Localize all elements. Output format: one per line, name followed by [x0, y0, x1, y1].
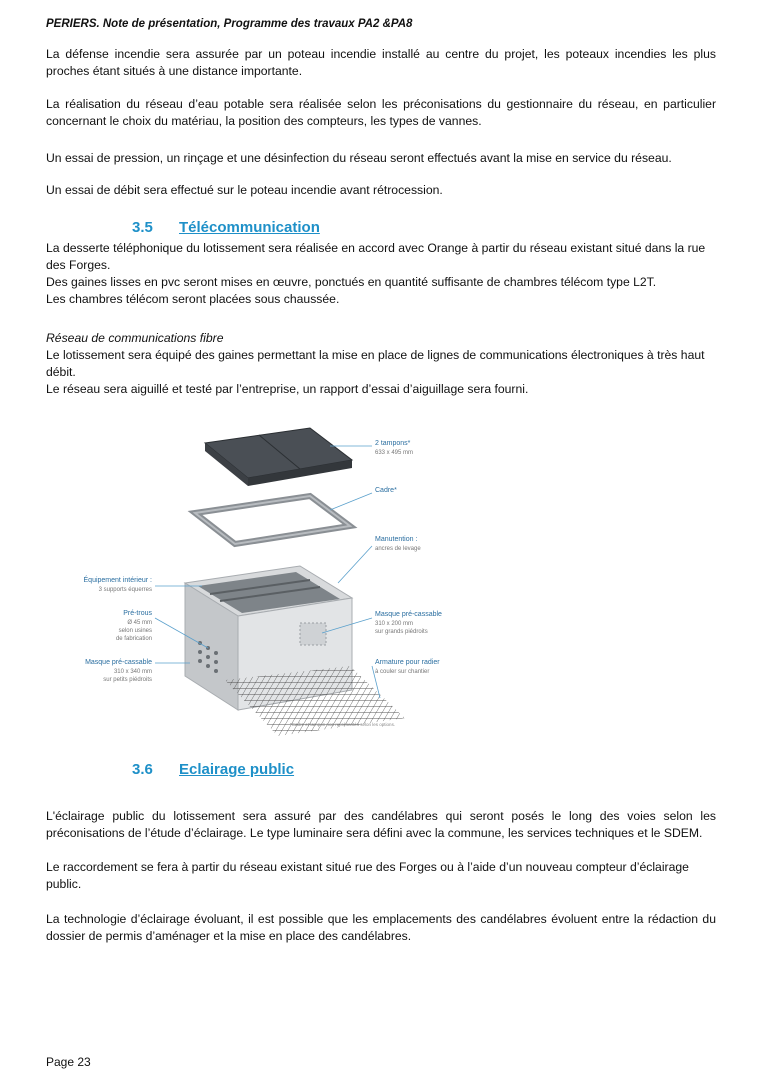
figure-note: *Cadre et tampon non représentés selon les options. [290, 722, 396, 727]
label-manutention-sub: ancres de levage [375, 546, 421, 552]
section-number: 3.6 [132, 761, 153, 778]
section-title: Eclairage public [179, 761, 295, 778]
label-pretrous-1: Ø 45 mm [127, 620, 152, 626]
section-heading-eclairage [132, 761, 294, 778]
paragraph-eclairage-1: L'éclairage public du lotissement sera assuré par des candélabres qui seront posés le long des voies selon les préconisations de l’étude d’éclairage. Le type luminaire sera défini avec la commune, les services techniques et le SDEM. [46, 809, 716, 840]
paragraph-eclairage-3: La technologie d’éclairage évoluant, il est possible que les emplacements des candélabres évoluent entre la rédaction du dossier de permis d’aménager et la mise en place des candélabres. [46, 912, 716, 943]
label-equipement-sub: 3 supports équerres [98, 587, 152, 593]
paragraph-essai-debit: Un essai de débit sera effectué sur le poteau incendie avant rétrocession. [46, 183, 443, 197]
telecom-line: La desserte téléphonique du lotissement sera réalisée en accord avec Orange à partir du réseau existant situé dans la rue des Forges. [46, 241, 706, 272]
label-masque-petit-dim: 310 x 340 mm [113, 669, 152, 675]
telecom-chamber-diagram [60, 418, 460, 748]
telecom-line: Les chambres télécom seront placées sous chaussée. [46, 292, 340, 306]
label-masque-grand-dim: 310 x 200 mm [375, 621, 414, 627]
label-pretrous-2: selon usines [118, 628, 152, 634]
label-masque-grand: Masque pré-cassable [375, 611, 442, 618]
page-header: PERIERS. Note de présentation, Programme des travaux PA2 &PA8 [46, 18, 413, 30]
label-masque-petit-sub: sur petits piédroits [103, 677, 152, 683]
section-heading-telecom [132, 219, 320, 236]
telecom-text [46, 240, 716, 308]
fibre-text [46, 330, 716, 398]
page-number: Page 23 [46, 1055, 91, 1069]
paragraph-eclairage-2: Le raccordement se fera à partir du réseau existant situé rue des Forges ou à l’aide d’un nouveau compteur d’éclairage public. [46, 860, 689, 891]
label-equipement: Équipement intérieur : [83, 577, 152, 584]
label-armature: Armature pour radier [375, 659, 440, 666]
label-pretrous-3: de fabrication [115, 636, 152, 642]
label-masque-grand-sub: sur grands piédroits [375, 629, 428, 635]
section-title: Télécommunication [179, 219, 320, 236]
label-tampons-dim: 633 x 495 mm [375, 450, 414, 456]
label-cadre: Cadre* [375, 487, 397, 494]
label-armature-sub: à couler sur chantier [375, 669, 430, 675]
label-pretrous: Pré-trous [123, 610, 152, 617]
label-masque-petit: Masque pré-cassable [85, 659, 152, 666]
section-number: 3.5 [132, 219, 153, 236]
paragraph-eau-potable: La réalisation du réseau d’eau potable sera réalisée selon les préconisations du gestionnaire du réseau, en particulier concernant le choix du matériau, la position des compteurs, les types de vannes. [46, 97, 716, 128]
fibre-line: Le réseau sera aiguillé et testé par l’entreprise, un rapport d’essai d’aiguillage sera fourni. [46, 382, 529, 396]
label-tampons: 2 tampons* [375, 440, 411, 447]
tampons-lids [205, 428, 352, 486]
paragraph-defense-incendie: La défense incendie sera assurée par un poteau incendie installé au centre du projet, les poteaux incendies les plus proches étant situés à une distance importante. [46, 47, 716, 78]
telecom-line: Des gaines lisses en pvc seront mises en œuvre, ponctués en quantité suffisante de chambres télécom type L2T. [46, 275, 657, 289]
fibre-heading: Réseau de communications fibre [46, 331, 224, 345]
paragraph-essai-pression: Un essai de pression, un rinçage et une désinfection du réseau seront effectués avant la mise en service du réseau. [46, 151, 672, 165]
cadre-frame [195, 496, 350, 544]
label-manutention: Manutention : [375, 536, 418, 543]
fibre-line: Le lotissement sera équipé des gaines permettant la mise en place de lignes de communications électroniques à très haut débit. [46, 348, 705, 379]
